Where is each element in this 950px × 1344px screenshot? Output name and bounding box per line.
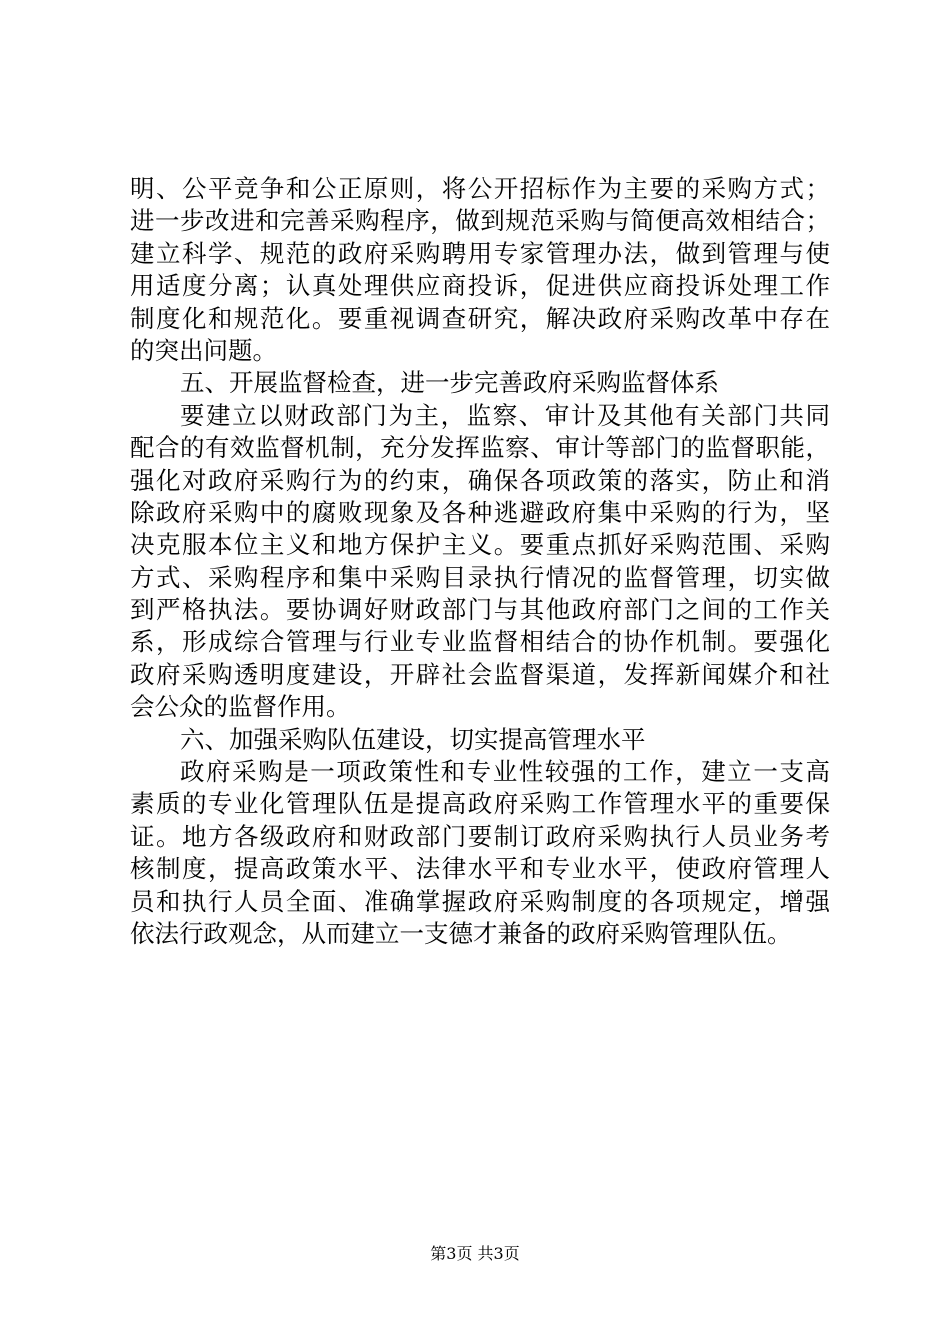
text-line: 进一步改进和完善采购程序，做到规范采购与简便高效相结合； <box>130 206 830 236</box>
text-line: 会公众的监督作用。 <box>130 692 351 722</box>
text-line: 证。地方各级政府和财政部门要制订政府采购执行人员业务考 <box>130 821 830 851</box>
text-line: 建立科学、规范的政府采购聘用专家管理办法，做到管理与使 <box>130 238 830 268</box>
text-line: 决克服本位主义和地方保护主义。要重点抓好采购范围、采购 <box>130 530 830 560</box>
section-heading: 六、加强采购队伍建设，切实提高管理水平 <box>180 724 646 754</box>
text-line: 要建立以财政部门为主，监察、审计及其他有关部门共同 <box>180 400 830 430</box>
text-line: 素质的专业化管理队伍是提高政府采购工作管理水平的重要保 <box>130 789 830 819</box>
text-line: 的突出问题。 <box>130 335 277 365</box>
text-line: 员和执行人员全面、准确掌握政府采购制度的各项规定，增强 <box>130 886 830 916</box>
text-line: 政府采购透明度建设，开辟社会监督渠道，发挥新闻媒介和社 <box>130 659 830 689</box>
page-footer: 第3页 共3页 <box>430 1244 520 1263</box>
document-body <box>130 173 830 950</box>
text-line: 配合的有效监督机制，充分发挥监察、审计等部门的监督职能， <box>130 433 830 463</box>
text-line: 依法行政观念，从而建立一支德才兼备的政府采购管理队伍。 <box>130 918 792 948</box>
text-line: 强化对政府采购行为的约束，确保各项政策的落实，防止和消 <box>130 465 830 495</box>
text-line: 政府采购是一项政策性和专业性较强的工作，建立一支高 <box>180 757 830 787</box>
text-line: 核制度，提高政策水平、法律水平和专业水平，使政府管理人 <box>130 854 830 884</box>
text-line: 用适度分离；认真处理供应商投诉，促进供应商投诉处理工作 <box>130 271 830 301</box>
text-line: 明、公平竞争和公正原则，将公开招标作为主要的采购方式； <box>130 174 830 203</box>
section-heading: 五、开展监督检查，进一步完善政府采购监督体系 <box>180 368 719 398</box>
text-line: 制度化和规范化。要重视调查研究，解决政府采购改革中存在 <box>130 303 830 333</box>
text-line: 除政府采购中的腐败现象及各种逃避政府集中采购的行为，坚 <box>130 497 830 527</box>
text-line: 系，形成综合管理与行业专业监督相结合的协作机制。要强化 <box>130 627 830 657</box>
text-line: 到严格执法。要协调好财政部门与其他政府部门之间的工作关 <box>130 595 830 625</box>
text-line: 方式、采购程序和集中采购目录执行情况的监督管理，切实做 <box>130 562 830 592</box>
